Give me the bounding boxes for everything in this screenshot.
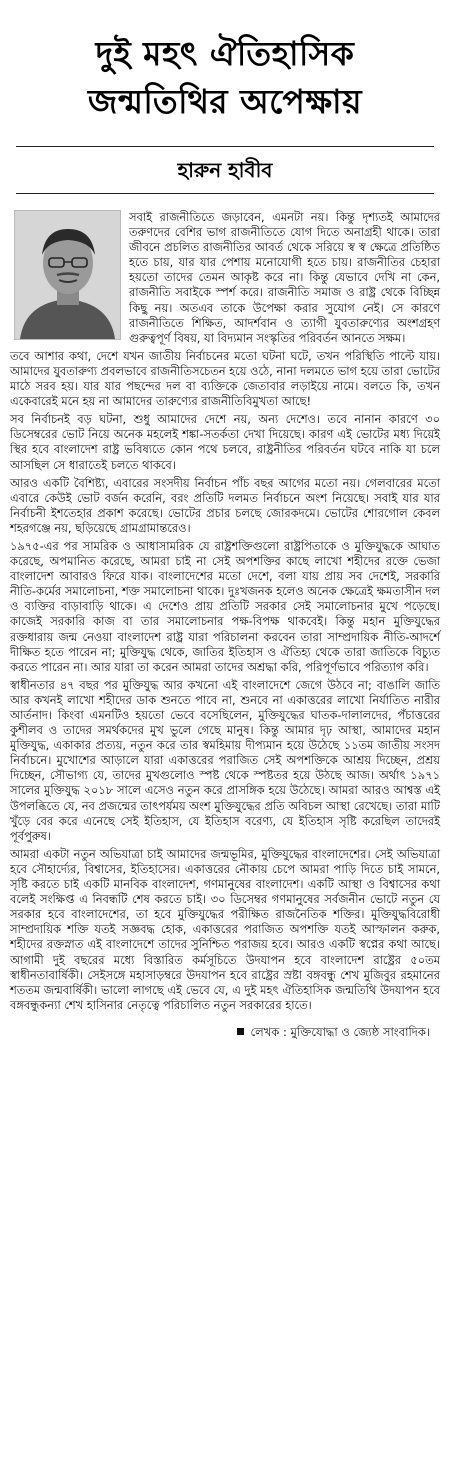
article-paragraph-3: সব নির্বাচনই বড় ঘটনা, শুধু আমাদের দেশে নয়, অন্য দেশেও। তবে নানান কারণে ৩০ ডিসেম্বরের ভোট নিয়ে অনেক মহলেই শঙ্কা-সতর্কতা দেখা দিয়েছে। কারণ এই ভোটের মধ্য দিয়েই স্থির হবে বাংলাদেশ রাষ্ট্র ভবিষ্যতে কোন পথে চলবে, রাষ্ট্রনীতির পরিবর্তন ঘটবে নাকি যা চলে আসছিল সে ধারাতেই চলতে থাকবে। (10, 412, 440, 472)
headline-line-1: দুই মহৎ ঐতিহাসিক (95, 34, 355, 73)
author-note (10, 1025, 430, 1040)
article-paragraph-4: আরও একটি বৈশিষ্ট্য, এবারের সংসদীয় নির্বাচন পাঁচ বছর আগের মতো নয়। গেলবারের মতো এবারে কেউই ভোট বর্জন করেনি, বরং প্রতিটি দলমত নির্বাচনে অংশ নিয়েছে। সবাই যার যার নির্বাচনী ইশতেহার প্রকাশ করেছে। ভোটের প্রচার চলছে জোরকদমে। ভোটের শোরগোল কেবল শহরগঞ্জে নয়, ছড়িয়েছে গ্রামগ্রামান্তরেও। (10, 475, 440, 535)
byline-bottom-rule (16, 193, 434, 194)
article-paragraph-5: ১৯৭৫-এর পর সামরিক ও আধাসামরিক যে রাষ্ট্রশক্তিগুলো রাষ্ট্রপিতাকে ও মুক্তিযুদ্ধকে আঘাত করেছে, অপমানিত করেছে, আমরা চাই না সেই অপশক্তির কাছে লাখো শহীদের রক্তে ভেজা বাংলাদেশ আবারও ফিরে যাক। বাংলাদেশের মতো দেশে, বলা যায় প্রায় সব দেশেই, সরকারি নীতি-কর্মের সমালোচনা, শক্ত সমালোচনা থাকে। দুঃখজনক হলেও অনেক ক্ষেত্রেই ক্ষমতাসীন দল ও ব্যক্তির বাড়াবাড়ি থাকে। এ দেশেও প্রায় প্রতিটি সরকার সেই সমালোচনার মুখে পড়েছে। কাজেই সরকারি কাজ বা তার সমালোচনার পক্ষ-বিপক্ষ থাকবেই। কিন্তু মহান মুক্তিযুদ্ধের রক্তধারায় জন্ম নেওয়া বাংলাদেশ রাষ্ট্র যারা পরিচালনা করবেন তারা সাম্প্রদায়িক নীতি-আদর্শে দীক্ষিত হতে পারেন না; মুক্তিযুদ্ধ থেকে, জাতির ইতিহাস ও ঐতিহ্য থেকে তারা জাতিকে বিচ্যুত করতে পারেন না। আর যারা তা করেন আমরা তাদের অশ্রদ্ধা করি, পরিপূর্ণভাবে পরিত্যাগ করি। (10, 538, 440, 674)
headline (10, 30, 440, 126)
article-paragraph-1: সবাই রাজনীতিতে জড়াবেন, এমনটা নয়। কিন্তু দৃশ্যতই আমাদের তরুণদের বেশির ভাগ রাজনীতিতে যোগ দিতে অনাগ্রহী থাকে। তারা জীবনে প্রচলিত রাজনীতির আবর্ত থেকে সরিয়ে স্ব স্ব ক্ষেত্রে প্রতিষ্ঠিত হতে চায়, যার যার পেশায় মনোযোগী হতে চায়। রাজনীতির চেহারা হয়তো তাদের তেমন আকৃষ্ট করে না। কিন্তু যেভাবে দেখি না কেন, রাজনীতি সবাইকে স্পর্শ করে। রাজনীতি সমাজ ও রাষ্ট্র থেকে বিচ্ছিন্ন কিছু নয়। অতএব তাকে উপেক্ষা করার সুযোগ নেই। সে কারণে রাজনীতিতে শিক্ষিত, আদর্শবান ও ত্যাগী যুবতারুণ্যের অংশগ্রহণ গুরুত্বপূর্ণ বিষয়, যা বিদ্যমান সংস্কৃতির পরিবর্তন আনতে সক্ষম। (129, 210, 440, 345)
author-byline: হারুন হাবীব (177, 158, 273, 182)
square-bullet-icon (237, 1028, 244, 1035)
headline-line-2: জন্মতিথির অপেক্ষায় (87, 82, 363, 121)
article-paragraph-2: তবে আশার কথা, দেশে যখন জাতীয় নির্বাচনের মতো ঘটনা ঘটে, তখন পরিস্থিতি পাল্টে যায়। আমাদের যুবতারুণ্য প্রবলভাবে রাজনীতিসচেতন হয়ে ওঠে, নানা দলমতে ভাগ হয়ে তারা ভোটের মাঠে সরব হয়। যার যার পছন্দের দল বা ব্যক্তিকে জেতাবার লড়াইয়ে নামে। বলতে কি, তখন একেবারেই মনে হয় না আমাদের তারুণ্যের রাজনীতিবিমুখতা আছে! (10, 348, 440, 409)
author-note-text: লেখক : মুক্তিযোদ্ধা ও জ্যেষ্ঠ সাংবাদিক। (250, 1024, 430, 1039)
author-photo (14, 210, 121, 340)
author-portrait-image (15, 211, 120, 339)
article-paragraph-6: স্বাধীনতার ৪৭ বছর পর মুক্তিযুদ্ধ আর কখনো এই বাংলাদেশে জেগে উঠবে না; বাঙালি জাতি আর কখনই লাখো শহীদের ডাক শুনতে পাবে না, শুনবে না একাত্তরের লাখো নির্যাতিত নারীর আর্তনাদ। কিংবা এমনটিও হয়তো ভেবে বসেছিলেন, মুক্তিযুদ্ধের ঘাতক-দালালদের, পঁচাত্তরের কুশীলব ও তাদের সমর্থকদের মুখ ভুলে গেছে মানুষ। কিন্তু আমার দৃঢ় আস্থা, আমাদের মহান মুক্তিযুদ্ধ, একাকার প্রত্যয়, নতুন করে তার স্বমহিমায় দীপ্যমান হয়ে উঠেছে ১১তম জাতীয় সংসদ নির্বাচনে। মুখোশের আড়ালে যারা একাত্তরের পরাজিত সেই অপশক্তিকে আশ্রয় দিচ্ছেন, প্রশ্রয় দিচ্ছেন, সৌভাগ্য যে, তাদের মুখগুলোও স্পষ্ট থেকে স্পষ্টতর হয়ে উঠছে আজ। অর্থাৎ ১৯৭১ সালের মুক্তিযুদ্ধ ২০১৮ সালে এসেও নতুন করে প্রাসঙ্গিক হয়ে উঠেছে। আমরা আরও আশ্বস্ত এই উপলব্ধিতে যে, নব প্রজন্মের তাৎপর্যময় অংশ মুক্তিযুদ্ধের প্রতি অবিচল আস্থা রেখেছে। তারা মাটি খুঁড়ে বের করে এনেছে সেই ইতিহাস, যে ইতিহাস বরেণ্য, যে ইতিহাস সৃষ্টি করেছিল তাদেরই পূর্বপুরুষ। (10, 677, 440, 843)
article-paragraph-7: আমরা একটা নতুন অভিযাত্রা চাই আমাদের জন্মভূমির, মুক্তিযুদ্ধের বাংলাদেশের। সেই অভিযাত্রা হবে সৌহার্দ্যের, বিশ্বাসের, ইতিহাসের। একাত্তরের নৌকায় চেপে আমরা পাড়ি দিতে চাই সামনে, সৃষ্টি করতে চাই একটি মানবিক বাংলাদেশ, গণমানুষের বাংলাদেশ। একটি আস্থা ও বিশ্বাসের কথা বলেই সংক্ষিপ্ত এ নিবন্ধটি শেষ করতে চাই। ৩০ ডিসেম্বর গণমানুষের সর্বজনীন ভোটে নতুন যে সরকার হবে বাংলাদেশের, তা হবে মুক্তিযুদ্ধের পরীক্ষিত রাজনৈতিক শক্তির। মুক্তিযুদ্ধবিরোধী সাম্প্রদায়িক শক্তি যতই সজ্ঞবদ্ধ হোক, একাত্তরের পরাজিত অপশক্তি যতই আস্ফালন করুক, শহীদের রক্তস্নাত এই বাংলাদেশে তাদের সুনিশ্চিত পরাজয় হবে। আরও একটি স্বপ্নের কথা আছে। আগামী দুই বছরের মধ্যে বিস্তারিত কর্মসূচিতে উদযাপন হবে বাংলাদেশ রাষ্ট্রের ৫০তম স্বাধীনতাবার্ষিকী। সেইসঙ্গে মহাসাড়ম্বরে উদযাপন হবে রাষ্ট্রের স্রষ্টা বঙ্গবন্ধু শেখ মুজিবুর রহমানের শততম জন্মবার্ষিকী। ভালো লাগছে এই ভেবে যে, এ দুই মহৎ ঐতিহাসিক জন্মতিথি উদযাপন হবে বঙ্গবন্ধুকন্যা শেখ হাসিনার নেতৃত্বে পরিচালিত নতুন সরকারের হাতে। (10, 846, 440, 1012)
article-body (10, 210, 440, 1040)
